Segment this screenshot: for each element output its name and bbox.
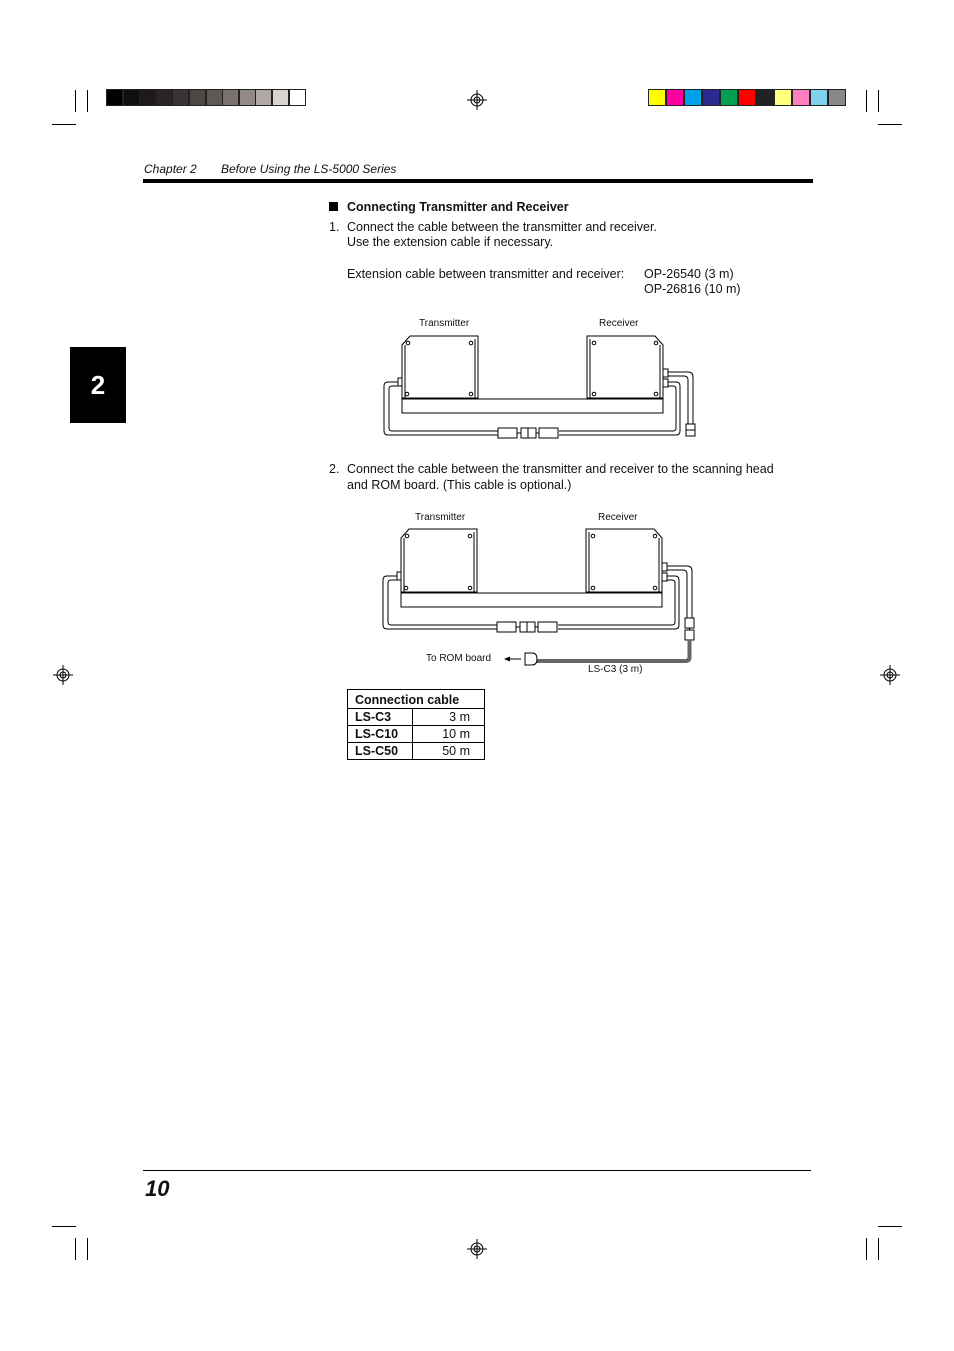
cable-name: LS-C3 (348, 709, 413, 726)
extension-cable-value-1: OP-26540 (3 m) (644, 267, 734, 281)
page-number: 10 (145, 1176, 170, 1201)
step2-number: 2. (329, 462, 340, 476)
cable-connector (497, 622, 516, 632)
section-title-text: Connecting Transmitter and Receiver (347, 200, 569, 214)
header-title: Before Using the LS-5000 Series (221, 162, 397, 176)
step1-number: 1. (329, 220, 340, 234)
cable-length: 10 m (413, 726, 485, 743)
chapter-tab: 2 (70, 347, 126, 423)
chapter-label: Chapter 2 (144, 162, 197, 176)
connection-cable-table (347, 689, 485, 760)
diagram1-transmitter-label: Transmitter (419, 318, 470, 329)
ls-c3-cable-label: LS-C3 (3 m) (588, 664, 643, 675)
receiver-unit (586, 529, 667, 592)
cable-length: 3 m (413, 709, 485, 726)
step1-line2: Use the extension cable if necessary. (347, 235, 554, 249)
diagram2-receiver-label: Receiver (598, 512, 638, 523)
table-row (348, 726, 485, 743)
step1-line1: Connect the cable between the transmitter and receiver. (347, 220, 657, 234)
table-header: Connection cable (348, 690, 485, 709)
transmitter-unit (397, 529, 477, 592)
extension-cable-value-2: OP-26816 (10 m) (644, 282, 741, 296)
cable-name: LS-C10 (348, 726, 413, 743)
cable-connector (538, 622, 557, 632)
mounting-bar (401, 593, 662, 607)
diagram2-transmitter-label: Transmitter (415, 512, 466, 523)
table-row (348, 743, 485, 760)
arrow-left-icon (504, 657, 521, 662)
footer-rule (143, 1170, 811, 1171)
step2-line2: and ROM board. (This cable is optional.) (347, 478, 572, 492)
cable-name: LS-C50 (348, 743, 413, 760)
diagram1-receiver-label: Receiver (599, 318, 639, 329)
cable-length: 50 m (413, 743, 485, 760)
to-rom-board-label: To ROM board (426, 653, 492, 664)
table-row (348, 709, 485, 726)
extension-cable-label: Extension cable between transmitter and receiver: (347, 267, 625, 281)
step2-line1: Connect the cable between the transmitter and receiver to the scanning head (347, 462, 774, 476)
